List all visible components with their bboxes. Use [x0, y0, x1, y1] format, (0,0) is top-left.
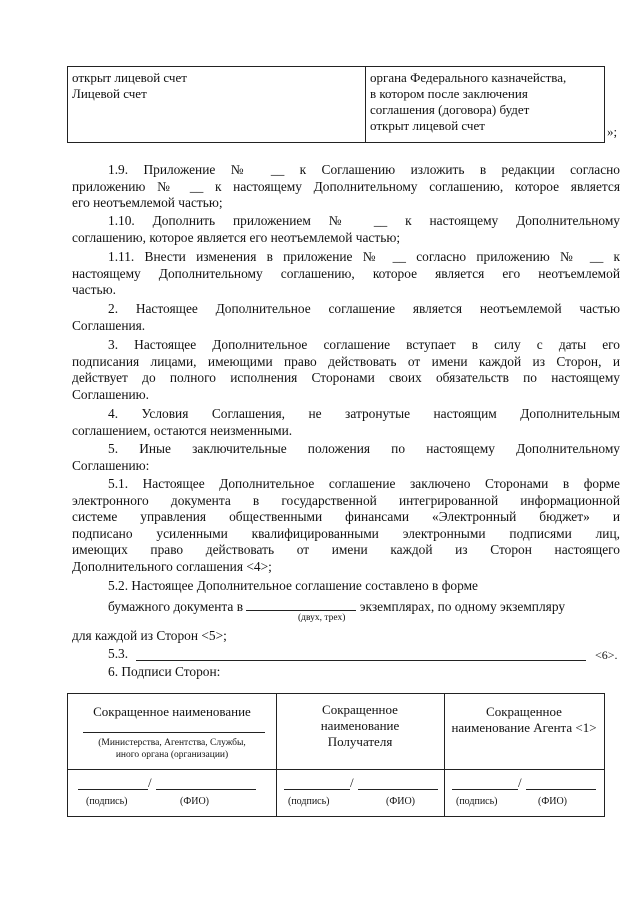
para-line: действует до полного исполнения Сторонами своих обязательств по настоящему — [72, 370, 620, 385]
paragraph-2 — [72, 301, 620, 334]
party-2-slash: / — [350, 775, 354, 790]
party-3-fio-line — [526, 789, 596, 790]
party-2-title-3: Получателя — [327, 734, 393, 749]
para-line: 5. Иные заключительные положения по настоящему Дополнительному — [108, 441, 620, 456]
party-3-sign-caption: (подпись) — [456, 796, 498, 807]
table-end-mark: »; — [607, 124, 618, 139]
para-line: 1.11. Внести изменения в приложение № __ согласно приложению № __ к — [108, 249, 620, 264]
para-line: 1.9. Приложение № __ к Соглашению изложить в редакции согласно — [108, 162, 620, 177]
paragraph-5-2-line-3: для каждой из Сторон <5>; — [72, 628, 227, 643]
signature-row-divider — [68, 769, 604, 770]
party-1-sign-caption: (подпись) — [86, 796, 128, 807]
party-3-title-2: наименование Агента <1> — [451, 720, 597, 735]
para-line: 5.1. Настоящее Дополнительное соглашение заключено Сторонами в форме — [108, 476, 620, 491]
para-line: 2. Настоящее Дополнительное соглашение является неотъемлемой частью — [108, 301, 620, 316]
party-1-name-line — [83, 732, 265, 733]
para-line: Дополнительного соглашения <4>; — [72, 558, 272, 574]
paragraph-6: 6. Подписи Сторон: — [108, 664, 221, 679]
right-line-1: органа Федерального казначейства, — [370, 70, 567, 85]
para-line: электронного документа в государственной интегрированной информационной — [72, 492, 620, 508]
para-line: подписано усиленными квалифицированными электронными подписями лиц, — [72, 525, 620, 541]
party-2-fio-caption: (ФИО) — [386, 796, 416, 807]
party-2-sign-caption: (подпись) — [288, 796, 330, 807]
paragraph-5-1 — [72, 476, 620, 575]
para-line: 1.10. Дополнить приложением № __ к настоящему Дополнительному — [108, 213, 620, 228]
paragraph-5 — [72, 441, 620, 474]
copies-count-blank — [246, 597, 356, 611]
para-line: частью. — [72, 282, 116, 297]
party-3-fio-caption: (ФИО) — [538, 796, 568, 807]
right-line-4: открыт лицевой счет — [370, 118, 485, 133]
party-1-fio-line — [156, 789, 256, 790]
party-2-title-2: наименование — [320, 718, 400, 733]
left-line-1: открыт лицевой счет — [72, 70, 187, 85]
para-line: приложению № __ к настоящему Дополнительному соглашению, которое является — [72, 178, 620, 194]
paragraph-5-2-pre: бумажного документа в — [108, 599, 244, 614]
party-1-fio-caption: (ФИО) — [180, 796, 210, 807]
account-table — [67, 66, 605, 143]
party-1-signature-line — [78, 789, 148, 790]
left-line-2: Лицевой счет — [72, 86, 147, 101]
para-line: Соглашения. — [72, 317, 146, 333]
paragraph-3 — [72, 337, 620, 403]
party-1-subtitle-1: (Министерства, Агентства, Службы, — [98, 738, 246, 748]
account-table-right-cell — [366, 67, 604, 142]
right-line-3: соглашения (договора) будет — [370, 102, 530, 117]
copies-count-hint: (двух, трех) — [298, 613, 346, 623]
signature-table — [67, 693, 605, 817]
party-2-title-1: Сокращенное — [322, 702, 398, 717]
paragraph-5-2-line-1: 5.2. Настоящее Дополнительное соглашение составлено в форме — [108, 578, 479, 593]
para-line: подписания лицами, имеющими право действовать от имени каждой из Сторон, и — [72, 353, 620, 369]
para-line: 4. Условия Соглашения, не затронутые настоящим Дополнительным — [108, 406, 620, 421]
para-line: соглашению, которое является его неотъемлемой частью; — [72, 229, 401, 245]
para-line: Соглашению: — [72, 457, 150, 473]
party-1-subtitle-2: иного органа (организации) — [115, 750, 229, 760]
party-3-slash: / — [518, 775, 522, 790]
party-2-fio-line — [358, 789, 438, 790]
party-1-title: Сокращенное наименование — [93, 704, 251, 719]
party-3-signature-line — [452, 789, 518, 790]
paragraph-4 — [72, 406, 620, 439]
para-line: имеющих право действовать от имени каждой из Сторон настоящего — [72, 542, 620, 557]
paragraph-1-11 — [72, 249, 620, 299]
para-line: соглашением, остаются неизменными. — [72, 422, 293, 438]
paragraph-5-3-number: 5.3. — [108, 646, 129, 661]
para-line: настоящему Дополнительному соглашению, которое является его неотъемлемой — [72, 265, 620, 281]
paragraph-5-3-note: <6>. — [595, 648, 618, 662]
paragraph-1-9 — [72, 162, 620, 212]
paragraph-1-10 — [72, 213, 620, 246]
right-line-2: в котором после заключения — [370, 86, 528, 101]
paragraph-5-3-blank — [136, 660, 586, 661]
para-line: Соглашению. — [72, 386, 150, 402]
party-3-title-1: Сокращенное — [486, 704, 562, 719]
paragraph-5-2-post: экземплярах, по одному экземпляру — [359, 599, 566, 614]
para-line: его неотъемлемой частью; — [72, 195, 223, 210]
party-1-slash: / — [148, 775, 152, 790]
para-line: системе управления общественными финансами «Электронный бюджет» и — [72, 509, 620, 524]
account-table-left-cell — [68, 67, 366, 142]
party-2-signature-line — [284, 789, 350, 790]
para-line: 3. Настоящее Дополнительное соглашение вступает в силу с даты его — [108, 337, 620, 352]
